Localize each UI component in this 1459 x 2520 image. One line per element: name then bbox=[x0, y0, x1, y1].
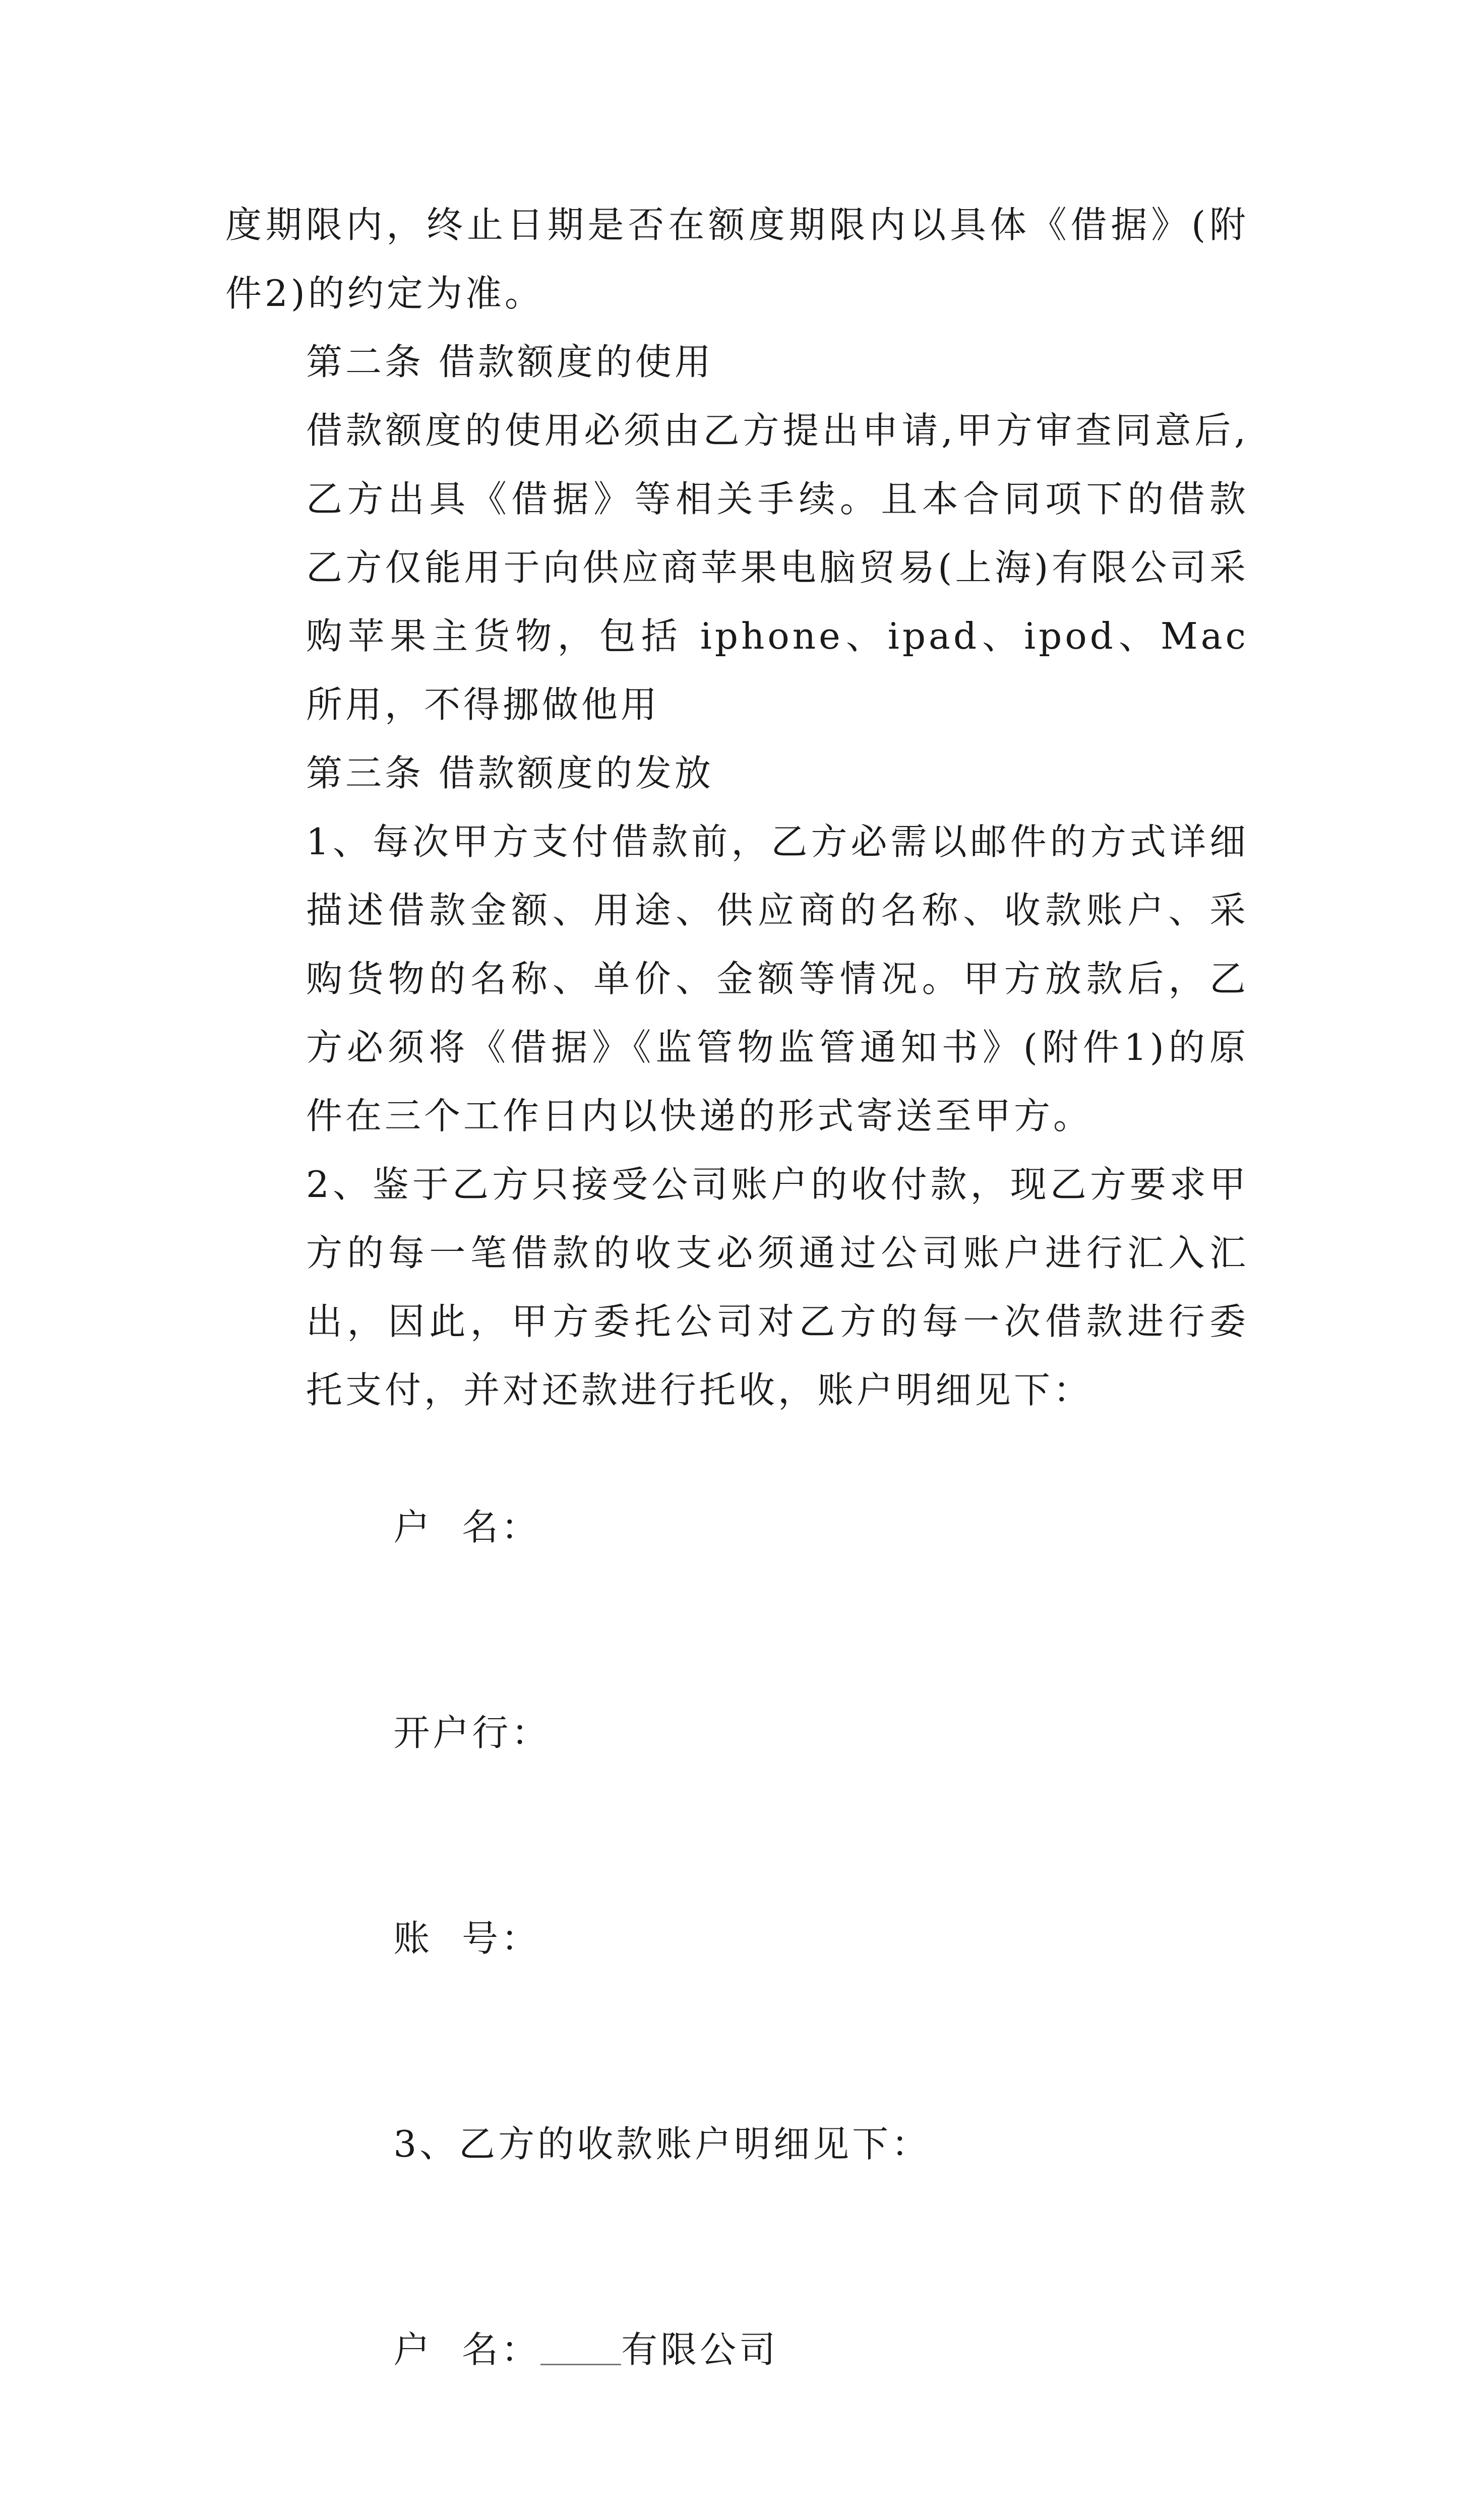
account-2-name-suffix: 有限公司 bbox=[621, 2328, 779, 2371]
article-3-title: 第三条 借款额度的发放 bbox=[306, 752, 714, 794]
article-2-body: 借款额度的使用必须由乙方提出申请,甲方审查同意后,乙方出具《借据》等相关手续。且本合同项下的借款乙方仅能用于向供应商苹果电脑贸易(上海)有限公司采购苹果主货物，包括 iphone、ipad、ipod、Mac 所用，不得挪做他用 bbox=[306, 409, 1249, 726]
account-2-name-label: 户 名： bbox=[393, 2328, 541, 2371]
article-3-item-2: 2、鉴于乙方只接受公司账户的收付款，现乙方要求甲方的每一笔借款的收支必须通过公司账户进行汇入汇出，因此，甲方委托公司对乙方的每一次借款进行委托支付，并对还款进行托收，账户明细见下： bbox=[306, 1163, 1249, 1411]
article-3-item-3-text: 3、乙方的收款账户明细见下： bbox=[393, 2123, 931, 2165]
article-3-item-3 bbox=[225, 2041, 1249, 2247]
account-2-name-blank bbox=[540, 2333, 621, 2365]
document-body bbox=[225, 191, 1249, 2520]
account-1-name-label: 户 名： bbox=[393, 1506, 541, 1548]
article-2-title: 第二条 借款额度的使用 bbox=[306, 341, 714, 383]
account-1-number-label: 账 号： bbox=[393, 1917, 541, 1960]
account-1-bank-label: 开户行： bbox=[393, 1712, 551, 1754]
account-1-bank bbox=[225, 1630, 1249, 1836]
account-2-bank bbox=[225, 2452, 1249, 2520]
account-1-number bbox=[225, 1836, 1249, 2041]
account-1-name bbox=[225, 1424, 1249, 1630]
article-3-item-1: 1、每次甲方支付借款前，乙方必需以邮件的方式详细描述借款金额、用途、供应商的名称、收款账户、采购货物的名称、单价、金额等情况。甲方放款后，乙方必须将《借据》《监管物监管通知书》(附件1)的原件在三个工作日内以快递的形式寄送至甲方。 bbox=[306, 821, 1249, 1137]
paragraph-continuation: 度期限内，终止日期是否在额度期限内以具体《借据》(附件2)的约定为准。 bbox=[225, 204, 1249, 314]
account-2-name bbox=[225, 2247, 1249, 2452]
